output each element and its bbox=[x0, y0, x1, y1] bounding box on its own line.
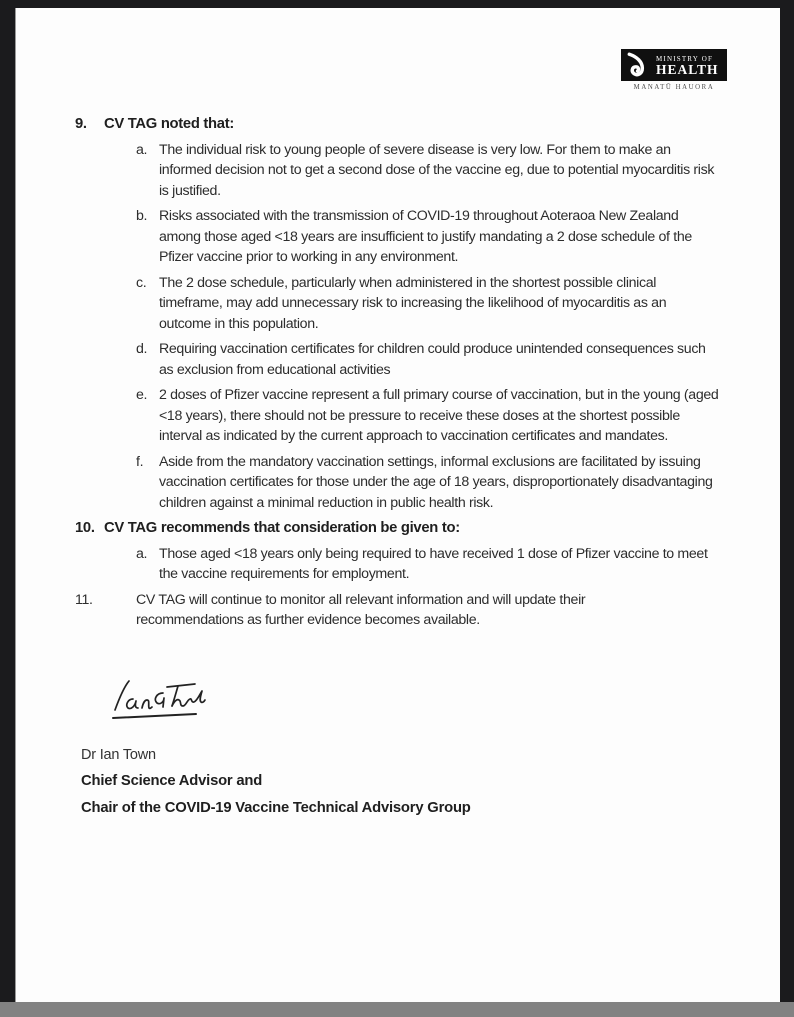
subitem-letter: b. bbox=[136, 208, 148, 224]
item-9-heading-row bbox=[75, 114, 781, 135]
logo-wordmark bbox=[656, 55, 719, 76]
subitem-letter: c. bbox=[136, 274, 147, 291]
subitem-letter: d. bbox=[136, 341, 148, 357]
subitem-text: Those aged <18 years only being required to have received 1 dose of Pfizer vaccine to meet the vaccine requirements for employment. bbox=[159, 545, 708, 582]
logo-ministry-of-text: MINISTRY OF bbox=[656, 54, 714, 63]
item-text: CV TAG will continue to monitor all relevant information and will update their recommendations as further evidence becomes available. bbox=[136, 591, 586, 628]
item-number: 11. bbox=[75, 591, 93, 608]
signatory-title-1: Chief Science Advisor and bbox=[81, 773, 263, 789]
item-11-row bbox=[75, 590, 781, 631]
subitem-text: The individual risk to young people of severe disease is very low. For them to make an informed decision not to get a second dose of the vaccine eg, due to potential myocarditis risk is justified. bbox=[159, 141, 715, 199]
subitem-9b bbox=[136, 206, 781, 268]
item-number: 10. bbox=[75, 520, 95, 536]
subitem-9e bbox=[136, 385, 781, 447]
koru-fern-icon bbox=[625, 52, 651, 79]
subitem-text: Requiring vaccination certificates for children could produce unintended consequences such as exclusion from educational activities bbox=[159, 341, 706, 378]
subitem-9f bbox=[136, 452, 781, 514]
item-heading: CV TAG recommends that consideration be given to: bbox=[104, 520, 460, 536]
item-number: 9. bbox=[75, 116, 87, 132]
document-body bbox=[16, 114, 781, 636]
handwritten-signature bbox=[103, 677, 211, 723]
subitem-letter: f. bbox=[136, 453, 144, 470]
subitem-text: 2 doses of Pfizer vaccine represent a full primary course of vaccination, but in the young (aged <18 years), there should not be pressure to receive these doses at the shortest possible interval as indicated by the current approach to vaccination certificates and mandates. bbox=[159, 387, 719, 444]
subitem-9d bbox=[136, 339, 781, 380]
document-page bbox=[15, 8, 780, 1002]
signatory-title-2: Chair of the COVID-19 Vaccine Technical Advisory Group bbox=[81, 800, 471, 816]
signoff-block bbox=[81, 677, 471, 817]
subitem-text: The 2 dose schedule, particularly when administered in the shortest possible clinical timeframe, may add unnecessary risk to increasing the likelihood of myocarditis as an outcome in this population. bbox=[159, 274, 667, 332]
item-heading: CV TAG noted that: bbox=[104, 116, 234, 132]
subitem-10a bbox=[136, 544, 781, 585]
item-10-heading-row bbox=[75, 518, 781, 539]
bottom-gray-strip bbox=[0, 1002, 794, 1017]
subitem-letter: a. bbox=[136, 141, 148, 158]
subitem-letter: a. bbox=[136, 545, 148, 562]
ministry-of-health-logo bbox=[621, 49, 727, 91]
signatory-name: Dr Ian Town bbox=[81, 747, 156, 763]
logo-box bbox=[621, 49, 727, 81]
logo-manatu-hauora-text: MANATŪ HAUORA bbox=[633, 84, 715, 91]
subitem-9c bbox=[136, 273, 781, 335]
logo-health-text: HEALTH bbox=[656, 61, 719, 77]
subitem-letter: e. bbox=[136, 387, 148, 403]
subitem-9a bbox=[136, 140, 781, 202]
subitem-text: Aside from the mandatory vaccination settings, informal exclusions are facilitated by issuing vaccination certificates for those under the age of 18 years, disproportionately disadvantaging children against a minimal reduction in public health risk. bbox=[159, 453, 713, 511]
subitem-text: Risks associated with the transmission of COVID-19 throughout Aoteraoa New Zealand among those aged <18 years are insufficient to justify mandating a 2 dose schedule of the Pfizer vaccine prior to working in any environment. bbox=[159, 208, 692, 265]
